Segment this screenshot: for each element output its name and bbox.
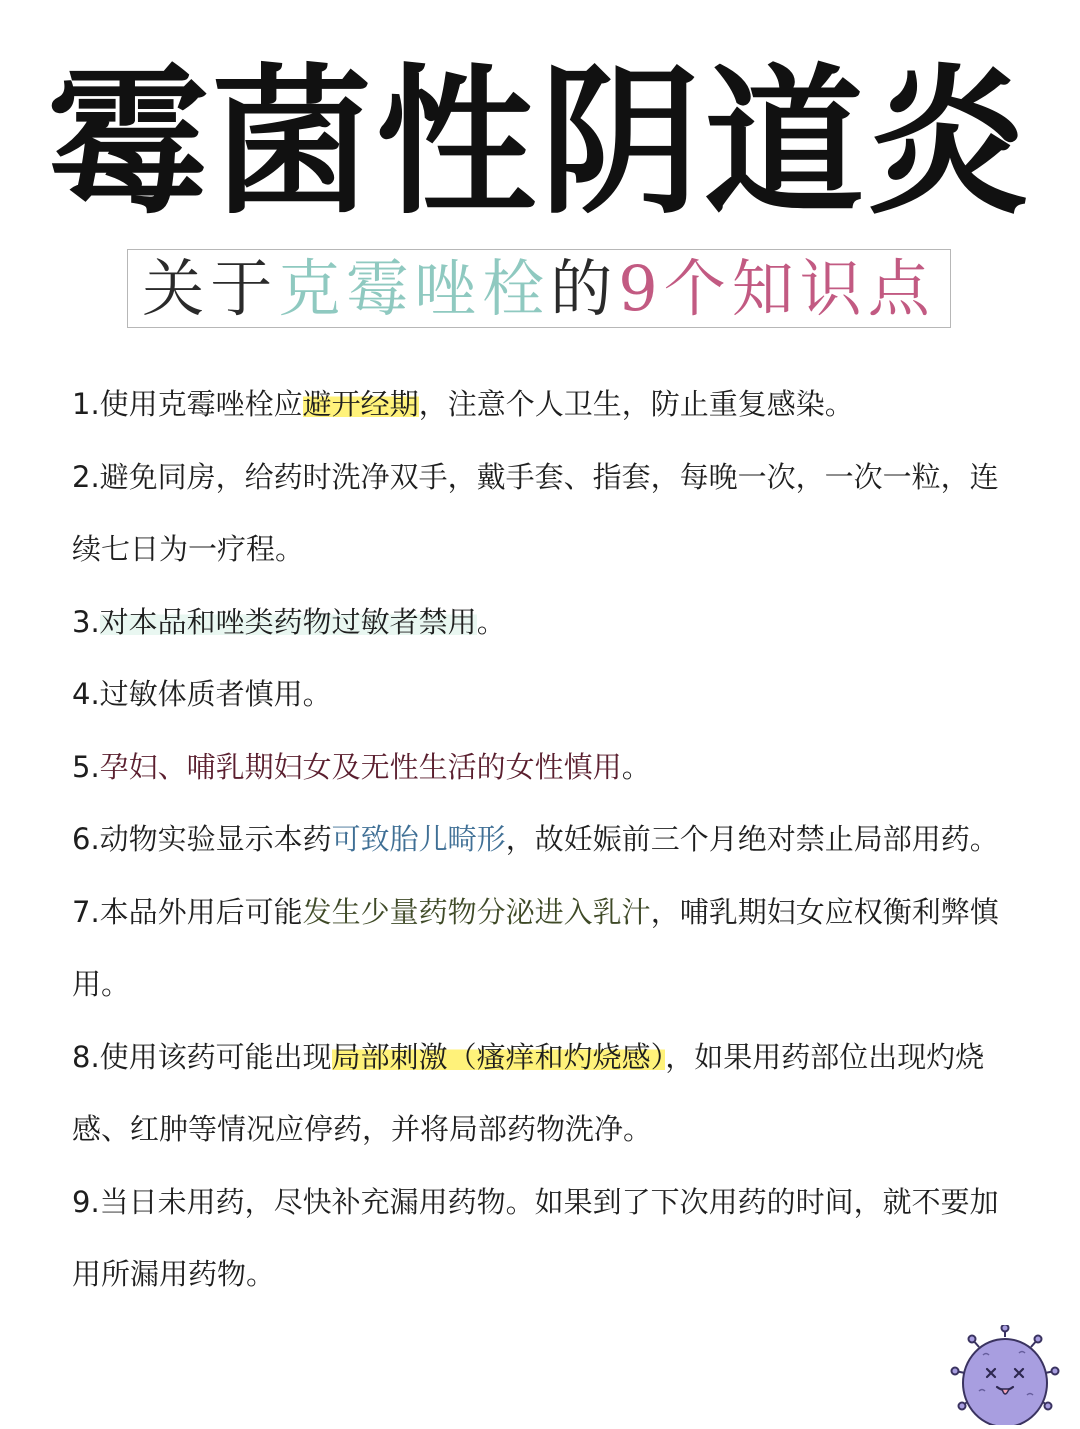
item-1-text-end: ，注意个人卫生，防止重复感染。	[418, 387, 854, 421]
list-item	[72, 368, 1012, 441]
item-3-number: 3.	[72, 604, 100, 639]
item-5-colored-text: 孕妇、哺乳期妇女及无性生活的女性慎用	[99, 749, 622, 784]
item-4-text: 4.过敏体质者慎用。	[72, 677, 332, 711]
item-3-end: 。	[476, 604, 506, 639]
subtitle-banner	[127, 249, 951, 328]
list-item	[72, 731, 1012, 804]
item-7-text-end: ，哺乳期妇女应权衡利弊慎用。	[72, 894, 999, 1001]
item-6-colored-text: 可致胎儿畸形	[331, 822, 506, 856]
list-item	[72, 876, 1012, 1021]
item-6-text-end: ，故妊娠前三个月绝对禁止局部用药。	[505, 822, 999, 856]
list-item	[72, 441, 1012, 586]
item-9-text: 9.当日未用药，尽快补充漏用药物。如果到了下次用药的时间，就不要加用所漏用药物。	[72, 1184, 999, 1291]
item-5-end: 。	[621, 749, 651, 784]
item-5-number: 5.	[72, 749, 100, 784]
item-8-text-start: 8.使用该药可能出现	[72, 1039, 332, 1074]
list-item	[72, 803, 1012, 876]
item-6-text-start: 6.动物实验显示本药	[72, 822, 332, 856]
item-8-highlight: 局部刺激（瘙痒和灼烧感）	[331, 1039, 666, 1074]
knowledge-list	[72, 368, 1012, 1311]
item-7-text-start: 7.本品外用后可能	[72, 894, 303, 929]
item-3-highlight: 对本品和唑类药物过敏者禁用	[99, 604, 477, 639]
subtitle-part-3: 的	[550, 252, 619, 325]
subtitle-part-1: 关于	[142, 252, 279, 325]
subtitle-count: 9个知识点	[618, 252, 936, 325]
list-item	[72, 1166, 1012, 1311]
item-1-text-start: 1.使用克霉唑栓应	[72, 387, 303, 421]
list-item	[72, 586, 1012, 659]
list-item	[72, 658, 1012, 731]
item-8-text-end: ，如果用药部位出现灼烧感、红肿等情况应停药，并将局部药物洗净。	[72, 1039, 985, 1146]
subtitle-drug-name: 克霉唑栓	[278, 252, 551, 325]
item-2-text: 2.避免同房，给药时洗净双手，戴手套、指套，每晚一次，一次一粒，连续七日为一疗程。	[72, 459, 999, 566]
purple-germ-mascot-icon	[945, 1325, 1065, 1425]
page-title: 霉菌性阴道炎	[47, 48, 1032, 236]
item-1-highlight: 避开经期	[302, 387, 419, 421]
item-7-colored-text: 发生少量药物分泌进入乳汁	[302, 894, 651, 929]
list-item	[72, 1021, 1012, 1166]
